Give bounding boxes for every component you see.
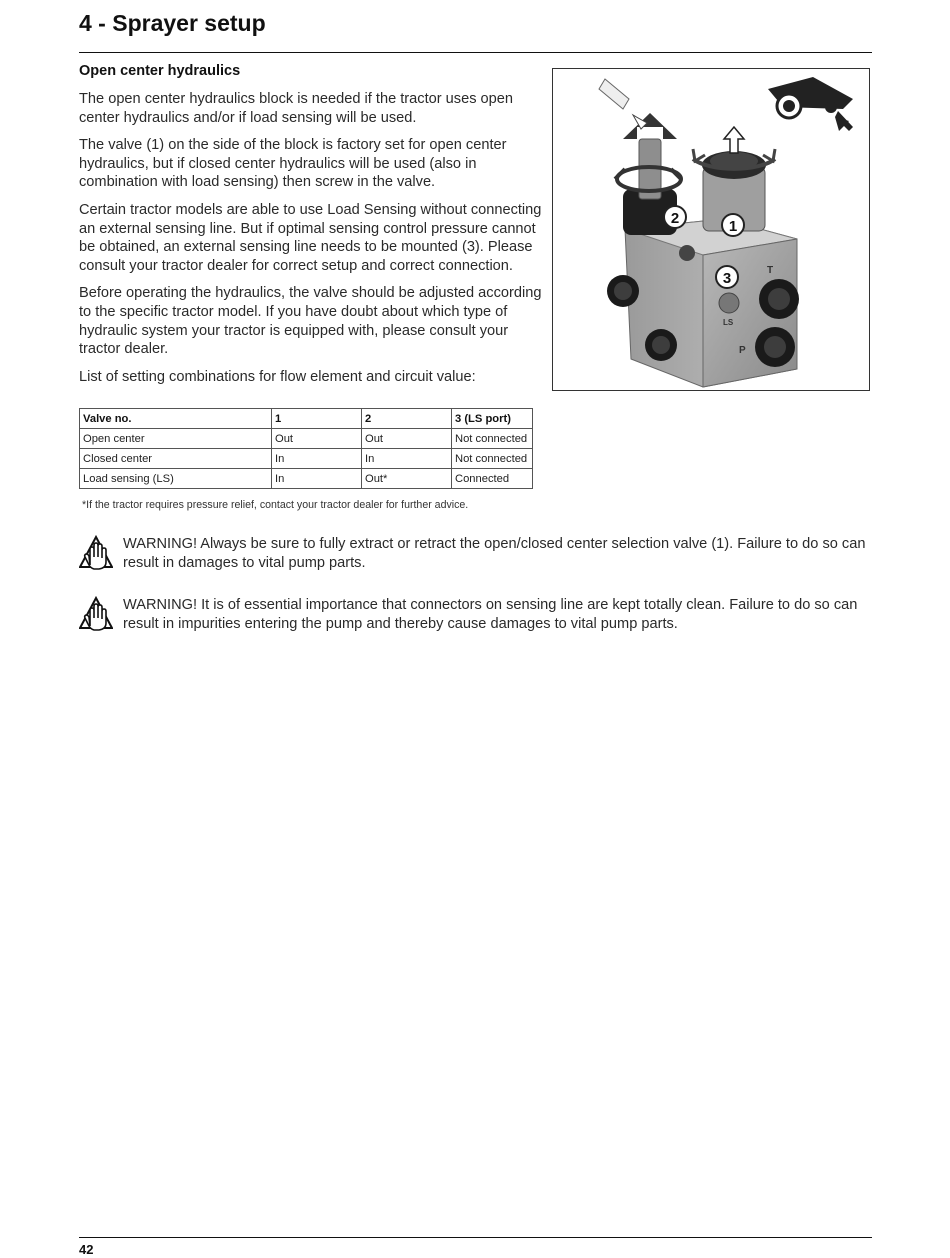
table-header-row <box>80 409 533 429</box>
port-label-p: P <box>739 345 746 356</box>
paragraph: List of setting combinations for flow element and circuit value: <box>79 368 476 385</box>
callout-3-label: 3 <box>722 270 732 287</box>
paragraph: Before operating the hydraulics, the valve should be adjusted according to the specific tractor model. If you have doubt about which type of hydraulic system your tractor is equipped with, please consult your tractor dealer. <box>79 285 542 358</box>
paragraph: The open center hydraulics block is needed if the tractor uses open center hydraulics and/or if load sensing will be used. <box>79 91 514 126</box>
warning-text: WARNING! Always be sure to fully extract or retract the open/closed center selection valve (1). Failure to do so can result in damages to vital pump parts. <box>123 536 866 571</box>
body-text <box>79 90 547 395</box>
table-cell: Out <box>272 429 362 449</box>
table-row <box>80 469 533 489</box>
page-number: 42 <box>79 1242 94 1257</box>
table-footnote: *If the tractor requires pressure relief, contact your tractor dealer for further advice. <box>82 499 469 511</box>
table-cell: Not connected <box>452 449 533 469</box>
table-cell: Out <box>362 429 452 449</box>
hydraulic-block-figure <box>552 68 870 391</box>
callout-1-label: 1 <box>728 218 738 235</box>
callout-2-label: 2 <box>670 210 680 227</box>
table-row <box>80 449 533 469</box>
paragraph: The valve (1) on the side of the block is factory set for open center hydraulics, but if closed center hydraulics will be used (also in combination with load sensing) then screw in the valve. <box>79 137 507 191</box>
chapter-title: 4 - Sprayer setup <box>79 10 266 36</box>
table-cell: In <box>362 449 452 469</box>
table-cell: In <box>272 469 362 489</box>
hydraulic-block-illustration <box>553 69 869 390</box>
port-label-t: T <box>767 265 774 276</box>
table-cell: Not connected <box>452 429 533 449</box>
table-cell: Connected <box>452 469 533 489</box>
table-header: 1 <box>272 409 362 429</box>
table-cell: Open center <box>80 429 272 449</box>
table-cell: In <box>272 449 362 469</box>
tractor-icon <box>768 77 853 131</box>
table-cell: Load sensing (LS) <box>80 469 272 489</box>
table-header: 3 (LS port) <box>452 409 533 429</box>
table-header: 2 <box>362 409 452 429</box>
port-label-ls: LS <box>723 318 734 327</box>
settings-table <box>79 408 533 489</box>
table-header: Valve no. <box>80 409 272 429</box>
table-cell: Out* <box>362 469 452 489</box>
section-heading: Open center hydraulics <box>79 63 241 79</box>
footer-divider <box>79 1237 872 1238</box>
table-row <box>80 429 533 449</box>
warning-hand-icon <box>79 596 113 632</box>
warning-text: WARNING! It is of essential importance that connectors on sensing line are kept totally clean. Failure to do so can result in impurities entering the pump and thereby cause damages to vital pump parts. <box>123 597 858 632</box>
paragraph: Certain tractor models are able to use Load Sensing without connecting an external sensing line. But if optimal sensing control pressure cannot be obtained, an external sensing line needs to be mounted (3). Please consult your tractor dealer for correct setup and correct connection. <box>79 201 542 274</box>
header-divider <box>79 52 872 53</box>
warning-hand-icon <box>79 535 113 571</box>
table-cell: Closed center <box>80 449 272 469</box>
